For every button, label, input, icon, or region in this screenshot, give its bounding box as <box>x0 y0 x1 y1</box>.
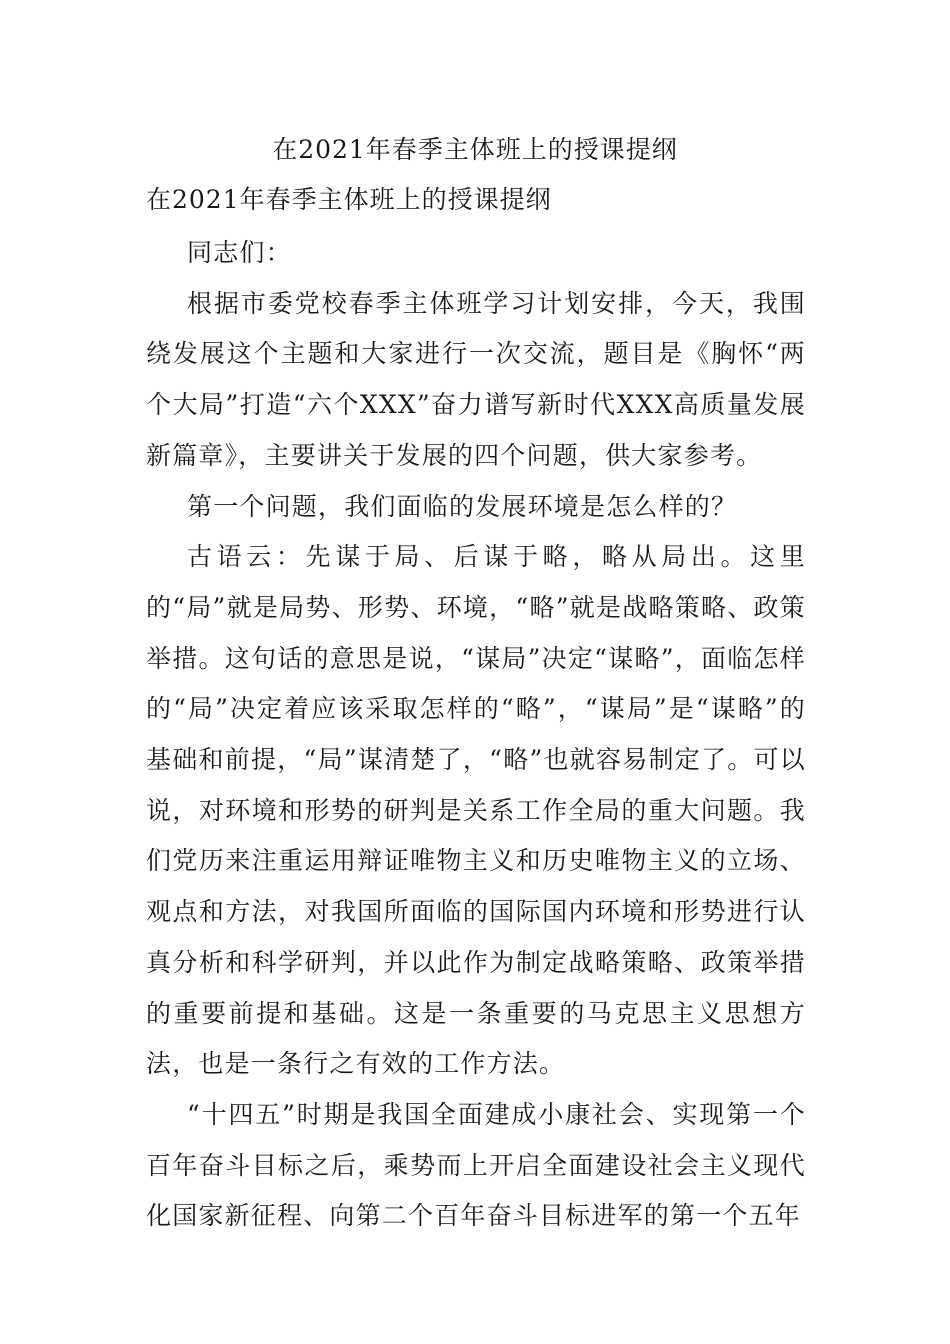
section-heading-paragraph: 第一个问题，我们面临的发展环境是怎么样的？ <box>187 491 738 521</box>
salutation-paragraph: 同志们： <box>187 238 292 267</box>
document-title: 在2021年春季主体班上的授课提纲 <box>272 135 678 164</box>
document-body <box>146 228 806 1242</box>
body-paragraph: 古语云：先谋于局、后谋于略，略从局出。这里的“局”就是局势、形势、环境，“略”就是战略策略、政策举措。这句话的意思是说，“谋局”决定“谋略”，面临怎样的“局”决定着应该采取怎样的“略”，“谋局”是“谋略”的基础和前提，“局”谋清楚了，“略”也就容易制定了。可以说，对环境和形势的研判是关系工作全局的重大问题。我们党历来注重运用辩证唯物主义和历史唯物主义的立场、观点和方法，对我国所面临的国际国内环境和形势进行认真分析和科学研判，并以此作为制定战略策略、政策举措的重要前提和基础。这是一条重要的马克思主义思想方法，也是一条行之有效的工作方法。 <box>146 542 806 1079</box>
intro-paragraph: 根据市委党校春季主体班学习计划安排，今天，我围绕发展这个主题和大家进行一次交流，题目是《胸怀“两个大局”打造“六个XXX”奋力谱写新时代XXX高质量发展新篇章》，主要讲关于发展的四个问题，供大家参考。 <box>146 288 806 470</box>
body-paragraph: “十四五”时期是我国全面建成小康社会、实现第一个百年奋斗目标之后，乘势而上开启全面建设社会主义现代化国家新征程、向第二个百年奋斗目标进军的第一个五年 <box>146 1099 806 1231</box>
document-subtitle: 在2021年春季主体班上的授课提纲 <box>146 185 552 214</box>
